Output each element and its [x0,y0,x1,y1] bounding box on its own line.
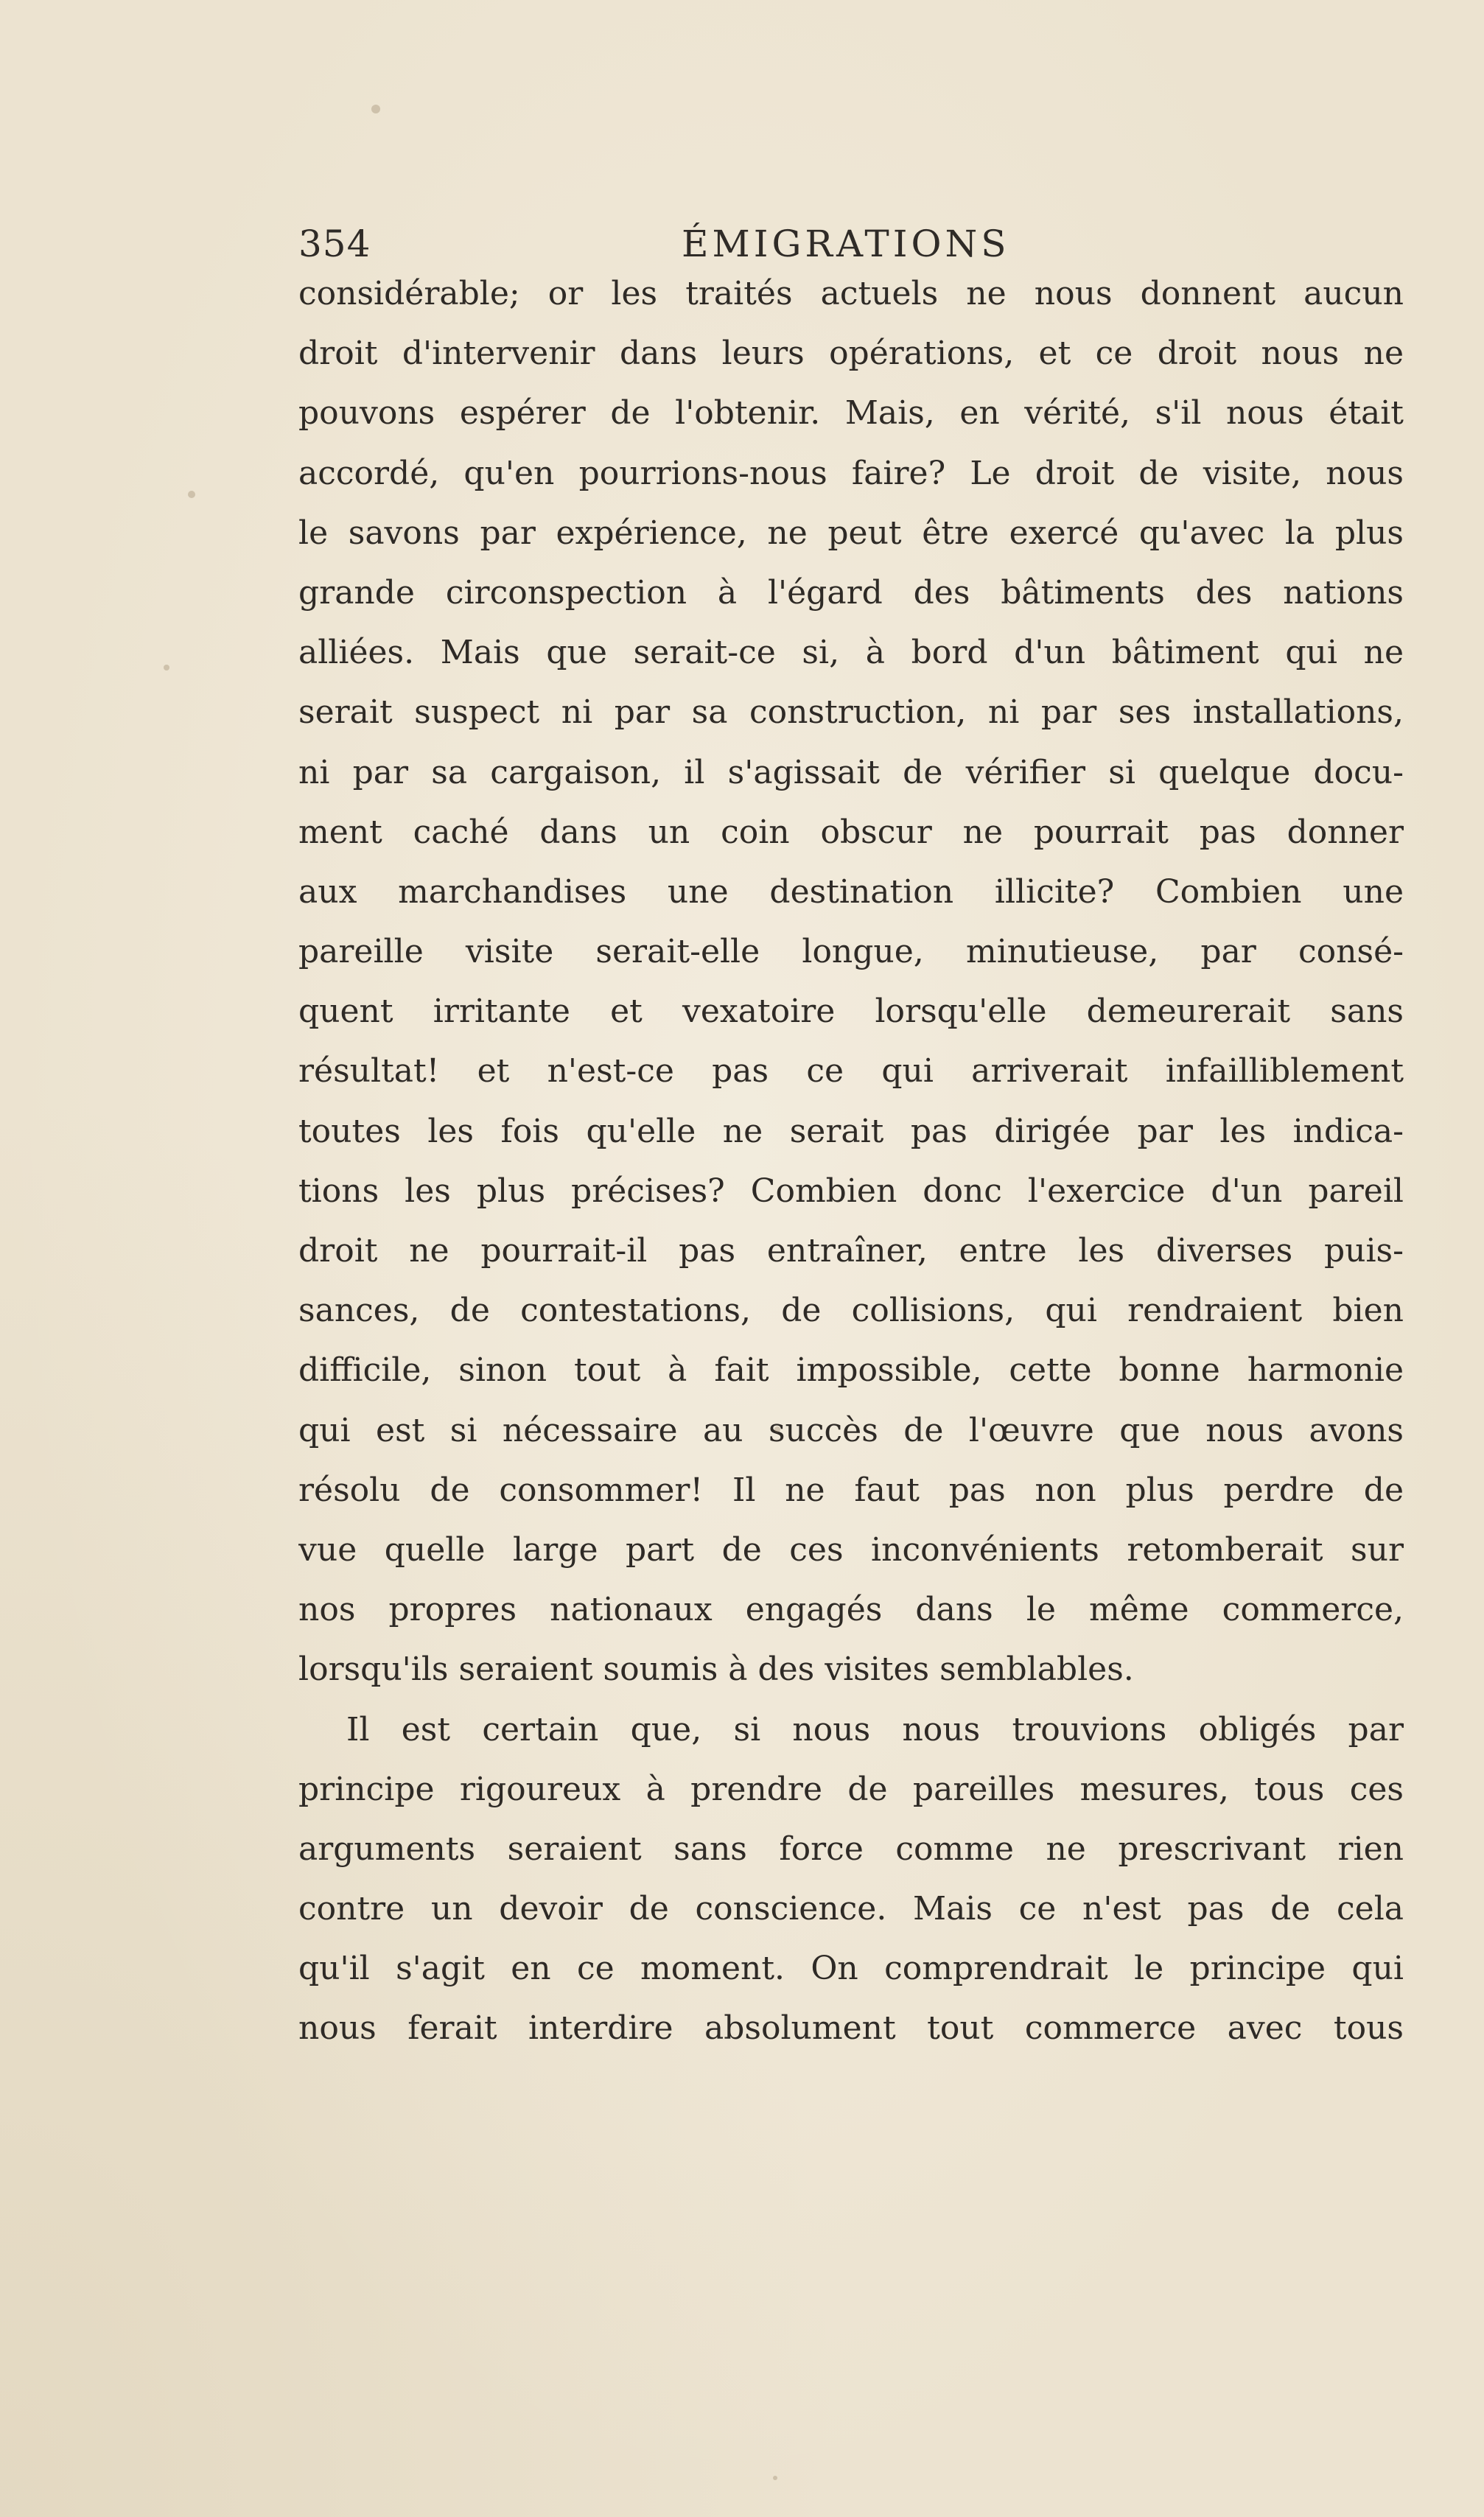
text-line: arguments seraient sans force comme ne prescrivant rien [298,1830,1404,1868]
text-line: vue quelle large part de ces inconvénients retomberait sur [298,1530,1404,1569]
text-line: pareille visite serait-elle longue, minutieuse, par consé- [298,933,1404,971]
text-line: lorsqu'ils seraient soumis à des visites semblables. [298,1650,1134,1689]
text-line: quent irritante et vexatoire lorsqu'elle demeurerait sans [298,993,1404,1031]
text-line: pouvons espérer de l'obtenir. Mais, en vérité, s'il nous était [298,394,1404,433]
paragraph-2 [298,1700,1404,2059]
text-line: ment caché dans un coin obscur ne pourrait pas donner [298,813,1404,851]
text-line: sances, de contestations, de collisions, qui rendraient bien [298,1292,1404,1330]
body-text [298,264,1404,2059]
text-line: droit ne pourrait-il pas entraîner, entre les diverses puis- [298,1232,1404,1270]
text-line: contre un devoir de conscience. Mais ce n'est pas de cela [298,1890,1404,1928]
text-line: qu'il s'agit en ce moment. On comprendrait le principe qui [298,1950,1404,1988]
text-line: grande circonspection à l'égard des bâtiments des nations [298,573,1404,612]
paper-spot [774,1426,780,1432]
text-line: nous ferait interdire absolument tout commerce avec tous [298,2009,1404,2048]
paper-spot [773,2476,777,2480]
text-line: qui est si nécessaire au succès de l'œuvre que nous avons [298,1411,1404,1449]
text-line: le savons par expérience, ne peut être exercé qu'avec la plus [298,514,1404,552]
text-line: tions les plus précises? Combien donc l'exercice d'un pareil [298,1172,1404,1210]
text-line: alliées. Mais que serait-ce si, à bord d'un bâtiment qui ne [298,634,1404,672]
paper-spot [164,665,169,671]
text-line: ni par sa cargaison, il s'agissait de vérifier si quelque docu- [298,753,1404,791]
text-line: toutes les fois qu'elle ne serait pas dirigée par les indica- [298,1112,1404,1150]
running-title: ÉMIGRATIONS [682,223,1010,265]
paper-spot [188,491,195,498]
text-line: droit d'intervenir dans leurs opérations, et ce droit nous ne [298,335,1404,373]
text-line: nos propres nationaux engagés dans le même commerce, [298,1591,1404,1629]
text-line: difficile, sinon tout à fait impossible, cette bonne harmonie [298,1351,1404,1390]
text-line: Il est certain que, si nous nous trouvions obligés par [346,1710,1404,1748]
text-line: accordé, qu'en pourrions-nous faire? Le droit de visite, nous [298,454,1404,492]
text-line: considérable; or les traités actuels ne nous donnent aucun [298,275,1404,312]
text-line: résultat! et n'est-ce pas ce qui arriverait infailliblement [298,1052,1404,1091]
text-line: résolu de consommer! Il ne faut pas non plus perdre de [298,1471,1404,1509]
text-line: principe rigoureux à prendre de pareilles mesures, tous ces [298,1770,1404,1808]
text-line: aux marchandises une destination illicite? Combien une [298,872,1404,911]
paragraph-1 [298,264,1404,1700]
page-number: 354 [298,223,371,265]
paper-spot [371,105,380,113]
text-line: serait suspect ni par sa construction, ni par ses installations, [298,693,1404,732]
